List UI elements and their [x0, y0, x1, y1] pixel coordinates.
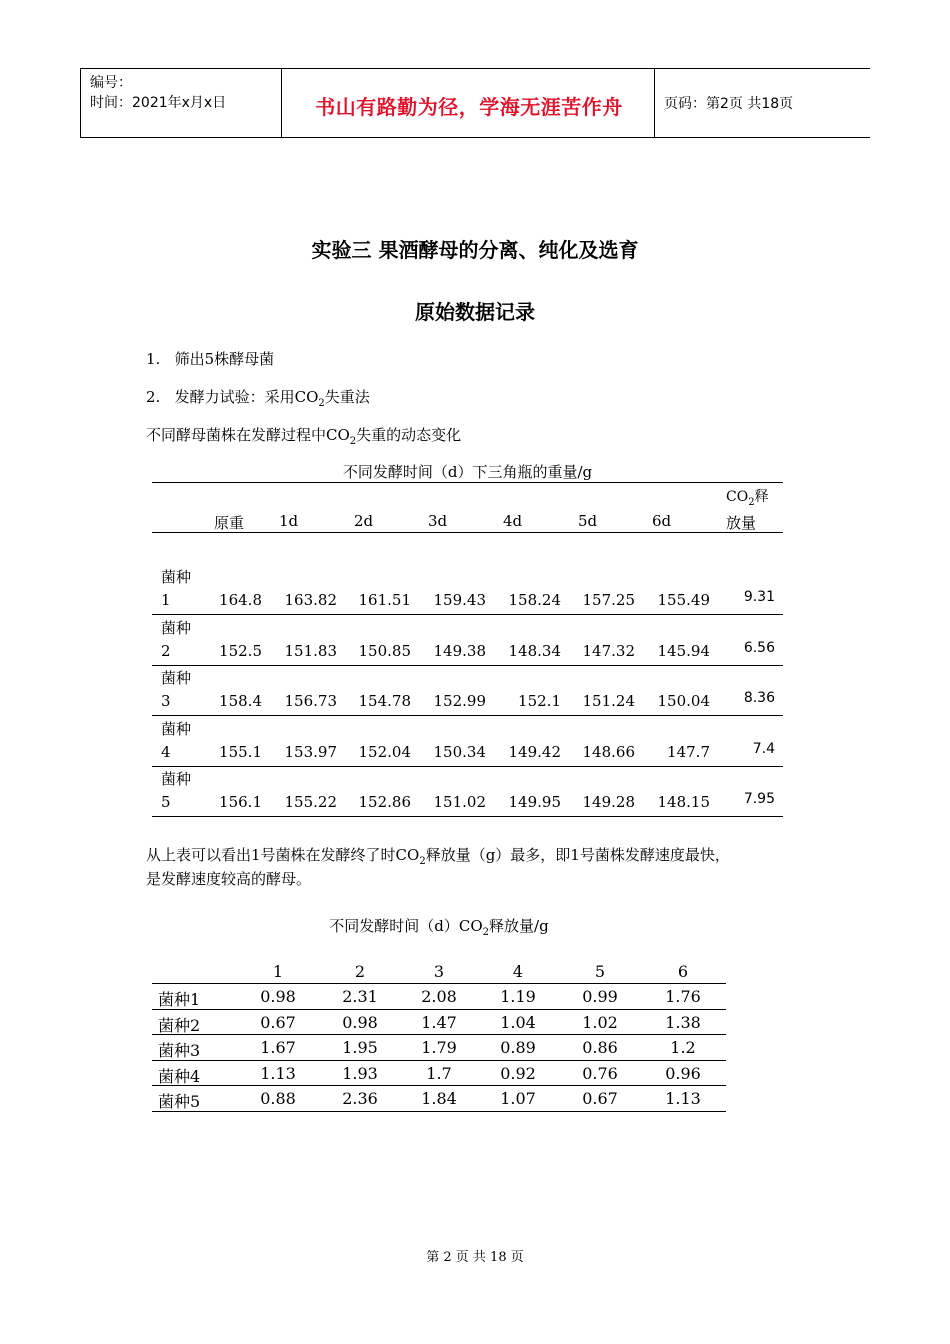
- row-label: 菌种1: [158, 990, 201, 1009]
- number-label: 编号：: [90, 75, 132, 91]
- column-header: 原重: [214, 514, 245, 532]
- column-header: 3d: [428, 512, 448, 530]
- table-cell: 159.43: [433, 591, 486, 609]
- row-label: 菌种4: [158, 1066, 201, 1086]
- row-label: 2: [161, 641, 171, 660]
- table-cell: 157.25: [582, 591, 635, 609]
- table-rule: [152, 766, 783, 767]
- header-divider: [80, 69, 81, 137]
- table-cell: 155.1: [219, 742, 262, 761]
- table-cell: 1.13: [260, 1063, 296, 1083]
- column-header: 1d: [279, 512, 299, 530]
- co2-cell: 7.95: [743, 791, 775, 808]
- table-cell: 2.36: [342, 1089, 378, 1109]
- table-cell: 0.67: [260, 1012, 296, 1032]
- table-cell: 150.34: [433, 742, 486, 761]
- table-cell: 151.83: [284, 641, 337, 660]
- page-header: [80, 68, 870, 138]
- table-cell: 149.28: [582, 793, 635, 812]
- page-info: 页码：第2页 共18页: [664, 96, 794, 112]
- table-cell: 0.92: [500, 1063, 536, 1083]
- table-rule: [152, 1085, 726, 1086]
- table-cell: 152.5: [219, 641, 262, 660]
- header-divider: [281, 69, 282, 137]
- table-cell: 149.38: [433, 641, 486, 660]
- table-rule: [152, 1009, 726, 1010]
- table-cell: 1.04: [500, 1012, 536, 1032]
- table-cell: 150.85: [358, 641, 411, 660]
- document-title: 实验三 果酒酵母的分离、纯化及选育: [311, 238, 639, 262]
- table-cell: 156.1: [219, 793, 262, 812]
- row-label: 菌种2: [158, 1015, 201, 1035]
- co2-header-text: CO: [726, 489, 749, 505]
- intro-part: 失重的动态变化: [356, 426, 462, 444]
- subscript: 2: [318, 398, 325, 409]
- table-rule: [152, 816, 783, 817]
- table-cell: 0.89: [500, 1038, 536, 1058]
- table-cell: 0.96: [665, 1063, 701, 1083]
- table-cell: 1.67: [260, 1038, 296, 1058]
- table-cell: 154.78: [358, 692, 411, 711]
- table-cell: 145.94: [657, 641, 710, 660]
- table-cell: 1.02: [582, 1012, 618, 1032]
- caption-text: 不同发酵时间（d）CO: [329, 917, 483, 935]
- subscript: 2: [419, 856, 426, 867]
- column-header: 4: [512, 962, 524, 981]
- table-cell: 150.04: [657, 692, 710, 711]
- table-cell: 149.42: [508, 742, 561, 761]
- table-cell: 152.04: [358, 742, 411, 761]
- table-cell: 1.76: [665, 987, 701, 1006]
- table-cell: 2.08: [421, 987, 457, 1006]
- table-cell: 1.84: [421, 1089, 457, 1109]
- table-cell: 0.86: [582, 1038, 618, 1058]
- table-cell: 163.82: [284, 591, 337, 609]
- row-label: 5: [161, 793, 171, 812]
- column-header: 4d: [503, 512, 523, 530]
- table-cell: 1.95: [342, 1038, 378, 1058]
- row-label: 菌种: [161, 669, 192, 688]
- table-cell: 0.99: [582, 987, 618, 1006]
- conclusion-text: 从上表可以看出1号菌株在发酵终了时CO: [146, 846, 420, 864]
- table-cell: 0.98: [342, 1012, 378, 1032]
- section-subtitle: 原始数据记录: [415, 300, 535, 324]
- subscript: 2: [482, 927, 490, 938]
- table-cell: 152.99: [433, 692, 486, 711]
- table-cell: 2.31: [342, 987, 378, 1006]
- table-cell: 156.73: [284, 692, 337, 711]
- table-cell: 148.34: [508, 641, 561, 660]
- table-rule: [152, 482, 783, 483]
- table-cell: 1.79: [421, 1038, 457, 1058]
- column-header: 2d: [354, 512, 374, 530]
- table-cell: 1.47: [421, 1012, 457, 1032]
- list-number: 1.: [146, 350, 161, 368]
- table-cell: 161.51: [358, 591, 411, 609]
- column-header: 5: [594, 962, 606, 981]
- table-cell: 147.32: [582, 641, 635, 660]
- table-cell: 1.13: [665, 1089, 701, 1109]
- table-cell: 152.86: [358, 793, 411, 812]
- page-footer: 第 2 页 共 18 页: [426, 1250, 524, 1265]
- caption-text: 释放量/g: [489, 917, 549, 935]
- table-cell: 0.76: [582, 1063, 618, 1083]
- co2-cell: 8.36: [743, 690, 775, 707]
- conclusion-line: 是发酵速度较高的酵母。: [146, 870, 312, 888]
- row-label: 菌种: [161, 719, 192, 738]
- table-cell: 155.22: [284, 793, 337, 812]
- column-header: 1: [272, 962, 284, 981]
- table-cell: 1.93: [342, 1063, 378, 1083]
- table-rule: [152, 1111, 726, 1112]
- table-cell: 0.98: [260, 987, 296, 1006]
- table-rule: [152, 614, 783, 615]
- table-cell: 158.4: [219, 692, 262, 711]
- co2-cell: 9.31: [743, 589, 775, 605]
- column-header: 5d: [578, 512, 598, 530]
- table-cell: 148.66: [582, 742, 635, 761]
- co2-header: 放量: [726, 514, 757, 532]
- table-rule: [152, 983, 726, 984]
- column-header: 6d: [652, 512, 672, 530]
- column-header: 6: [677, 962, 689, 981]
- row-label: 4: [161, 742, 171, 761]
- list-text: 失重法: [324, 388, 370, 406]
- list-text: 发酵力试验：采用CO: [174, 388, 319, 406]
- co2-header-text: 释: [754, 489, 769, 505]
- table-cell: 147.7: [667, 742, 710, 761]
- row-label: 菌种: [161, 618, 192, 637]
- co2-cell: 7.4: [752, 740, 775, 757]
- table-cell: 153.97: [284, 742, 337, 761]
- co2-cell: 6.56: [743, 639, 775, 656]
- table-cell: 1.2: [670, 1038, 696, 1058]
- table2-caption: [152, 915, 726, 938]
- table-cell: 151.24: [582, 692, 635, 711]
- table-cell: 0.88: [260, 1089, 296, 1109]
- list-item: [146, 348, 274, 369]
- header-meta: [90, 73, 226, 113]
- conclusion-text: 释放量（g）最多，即1号菌株发酵速度最快，: [425, 846, 730, 864]
- intro-part: 不同酵母菌株在发酵过程中CO: [146, 426, 350, 444]
- table-cell: 155.49: [657, 591, 710, 609]
- list-text: 筛出5株酵母菌: [174, 350, 275, 368]
- column-header: 2: [354, 962, 366, 981]
- table-cell: 1.07: [500, 1089, 536, 1109]
- row-label: 菌种5: [158, 1092, 201, 1112]
- row-label: 3: [161, 692, 171, 711]
- table-cell: 149.95: [508, 793, 561, 812]
- table-cell: 0.67: [582, 1089, 618, 1109]
- row-label: 1: [161, 591, 171, 609]
- table-cell: 164.8: [219, 591, 262, 609]
- motto: 书山有路勤为径，学海无涯苦作舟: [315, 95, 623, 119]
- row-label: 菌种: [161, 568, 192, 586]
- column-header: 3: [433, 962, 445, 981]
- date-label: 时间：2021年x月x日: [90, 95, 227, 111]
- co2-header: [726, 486, 769, 508]
- table-rule: [152, 665, 783, 666]
- subscript: 2: [349, 436, 357, 447]
- table-cell: 1.38: [665, 1012, 701, 1032]
- table-cell: 158.24: [508, 591, 561, 609]
- table-rule: [152, 1034, 726, 1035]
- table-cell: 148.15: [657, 793, 710, 812]
- table-rule: [152, 532, 783, 533]
- list-item: [146, 386, 370, 409]
- subscript: 2: [748, 496, 755, 508]
- table-cell: 1.19: [500, 987, 536, 1006]
- table-cell: 152.1: [518, 692, 561, 711]
- table-rule: [152, 1060, 726, 1061]
- conclusion-line: [146, 844, 730, 867]
- row-label: 菌种: [161, 770, 192, 789]
- table-cell: 151.02: [433, 793, 486, 812]
- list-number: 2.: [146, 388, 161, 406]
- table-rule: [152, 715, 783, 716]
- row-label: 菌种3: [158, 1041, 201, 1061]
- intro-text: [146, 424, 461, 447]
- table-cell: 1.7: [426, 1063, 452, 1083]
- table1-caption: 不同发酵时间（d）下三角瓶的重量/g: [342, 463, 593, 481]
